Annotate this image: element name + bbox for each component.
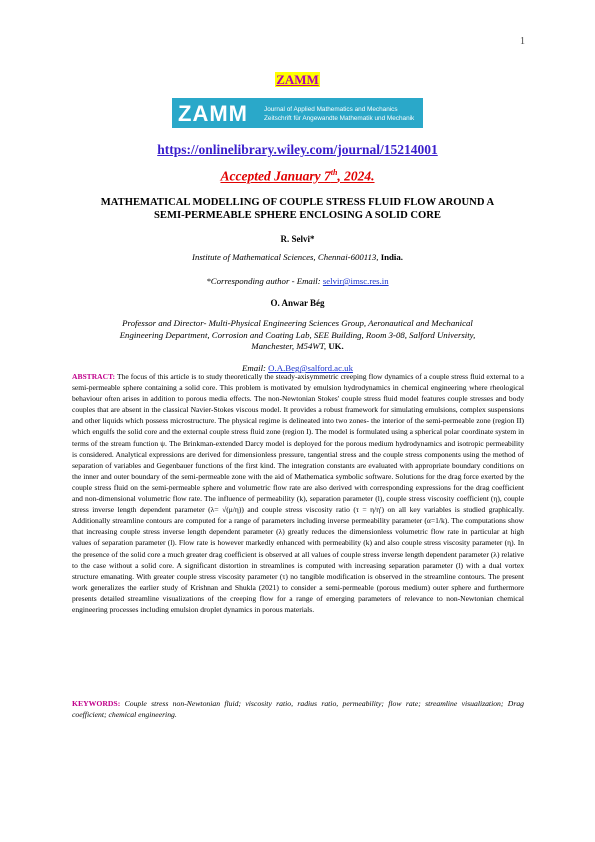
keywords-text: Couple stress non-Newtonian fluid; viscosity ratio, radius ratio, permeability; flow rate; streamline visualization; Drag coefficient; chemical engineering. — [72, 699, 525, 719]
author2-affiliation-line1: Professor and Director- Multi-Physical Engineering Sciences Group, Aeronautical and Mechanical — [122, 318, 473, 328]
paper-title — [0, 196, 595, 222]
keywords — [72, 698, 524, 720]
accepted-date-sup: th — [330, 168, 338, 177]
author1-country: India. — [380, 252, 403, 262]
journal-logo — [172, 98, 423, 128]
journal-short-name-text: ZAMM — [276, 72, 319, 87]
author2-email-link[interactable]: O.A.Beg@salford.ac.uk — [268, 363, 353, 373]
accepted-date-main: Accepted January 7 — [220, 168, 331, 184]
keywords-label: KEYWORDS: — [72, 699, 121, 708]
author2-affiliation — [90, 318, 505, 353]
author2-affiliation-line3: Manchester, M54WT, UK. — [251, 341, 344, 352]
abstract-label: ABSTRACT: — [72, 372, 116, 381]
author2-email-label: Email: — [242, 363, 266, 373]
author1-name: R. Selvi* — [280, 234, 315, 244]
accepted-date-tail: , 2024. — [337, 168, 375, 184]
author1-email-link[interactable]: selvir@imsc.res.in — [322, 276, 389, 286]
journal-logo-line2: Zeitschrift für Angewandte Mathematik und Mechanik — [264, 115, 415, 122]
journal-logo-line1: Journal of Applied Mathematics and Mechanics — [264, 106, 398, 113]
corresponding-author-label: *Corresponding author - Email: — [206, 276, 321, 286]
author2-country: UK — [328, 341, 342, 352]
author2-name: O. Anwar Bég — [270, 298, 325, 308]
abstract — [72, 371, 524, 615]
page-number: 1 — [520, 36, 525, 47]
author2-affiliation-line2: Engineering Department, Corrosion and Coating Lab, SEE Building, Room 3-08, Salford University, — [119, 329, 476, 340]
paper-title-line1: MATHEMATICAL MODELLING OF COUPLE STRESS FLUID FLOW AROUND A — [100, 197, 495, 208]
journal-url-link[interactable]: https://onlinelibrary.wiley.com/journal/15214001 — [157, 142, 438, 157]
journal-short-name — [0, 72, 595, 88]
abstract-text: The focus of this article is to study theoretically the steady-axisymmetric creeping flow dynamics of a couple stress fluid external to a semi-permeable sphere containing a solid core. This problem is motivated by emulsion hydrodynamics in chemical engineering where rheological behaviour often arises in addition to porous media effects. The non-Newtonian Stokes' couple stress fluid model features couple stresses and body couples that are absent in the classical Navier-Stokes viscous model. It provides a robust framework for simulating emulsions, complex suspensions and other liquids which possess microstructure. The physical regime is delineated into two zones- the interior of the semi-permeable zone (region II) which engulfs the solid core and the external couple stress fluid zone (region I). The model is formulated using a spherical polar coordinate system in terms of the stream function ψ. The Brinkman-extended Darcy model is deployed for the porous medium hydrodynamics and isotropic permeability is considered. Analytical expressions are derived for dimensionless pressure, tangential stress and the couple stress components using the method of separation of variables and Gegenbauer functions of the first kind. The integration constants are evaluated with appropriate boundary conditions on the inner and outer boundary of the semi-permeable zone with the aid of Mathematica symbolic software. Solutions for the drag force exerted by the couple stress fluid on the semi-permeable sphere and volumetric flow rate are also derived with corresponding expressions for the drag coefficient and non-dimensional volumetric flow rate. The influence of permeability (k), separation parameter (l), couple stress viscosity coefficient (η), couple stress inverse length dependent parameter (λ= √(μ/η)) and couple stress viscosity ratio (τ = η/η') on all key variables is studied graphically. Additionally streamline contours are computed for a range of parameters including inverse permeability parameter (α=1/k). The computations show that increasing couple stress inverse length dependent parameter (λ) greatly reduces the dimensionless volumetric flow rate in particular at high values of separation parameter (l). Flow rate is however markedly enhanced with permeability (k) and also couple stress viscosity parameter (η). In the presence of the solid core a much greater drag coefficient is observed at all values of couple stress inverse length dependent parameter (λ) relative to the case without a solid core. A significant distortion in streamlines is computed with increasing separation parameter (l) with a dual vortex structure emanating. With greater couple stress viscosity parameter (τ) no tangible modification is observed in the streamline contours. The present work generalizes the earlier study of Krishnan and Shukla (2021) to consider a semi-permeable (porous medium) outer sphere and furthermore presents detailed streamline visualizations of the creeping flow for a range of emerging parameters of relevance to non-Newtonian chemical engineering processes including emulsion droplet dynamics in porous materials. — [72, 372, 524, 614]
paper-title-line2: SEMI-PERMEABLE SPHERE ENCLOSING A SOLID CORE — [154, 210, 441, 221]
journal-logo-word: ZAMM — [178, 101, 248, 126]
corresponding-author — [0, 276, 595, 286]
author1-affiliation — [0, 252, 595, 262]
author1-affiliation-text: Institute of Mathematical Sciences, Chennai-600113, — [192, 252, 379, 262]
accepted-date — [0, 168, 595, 185]
author2-affiliation-city: Manchester, M54WT, — [251, 341, 327, 352]
